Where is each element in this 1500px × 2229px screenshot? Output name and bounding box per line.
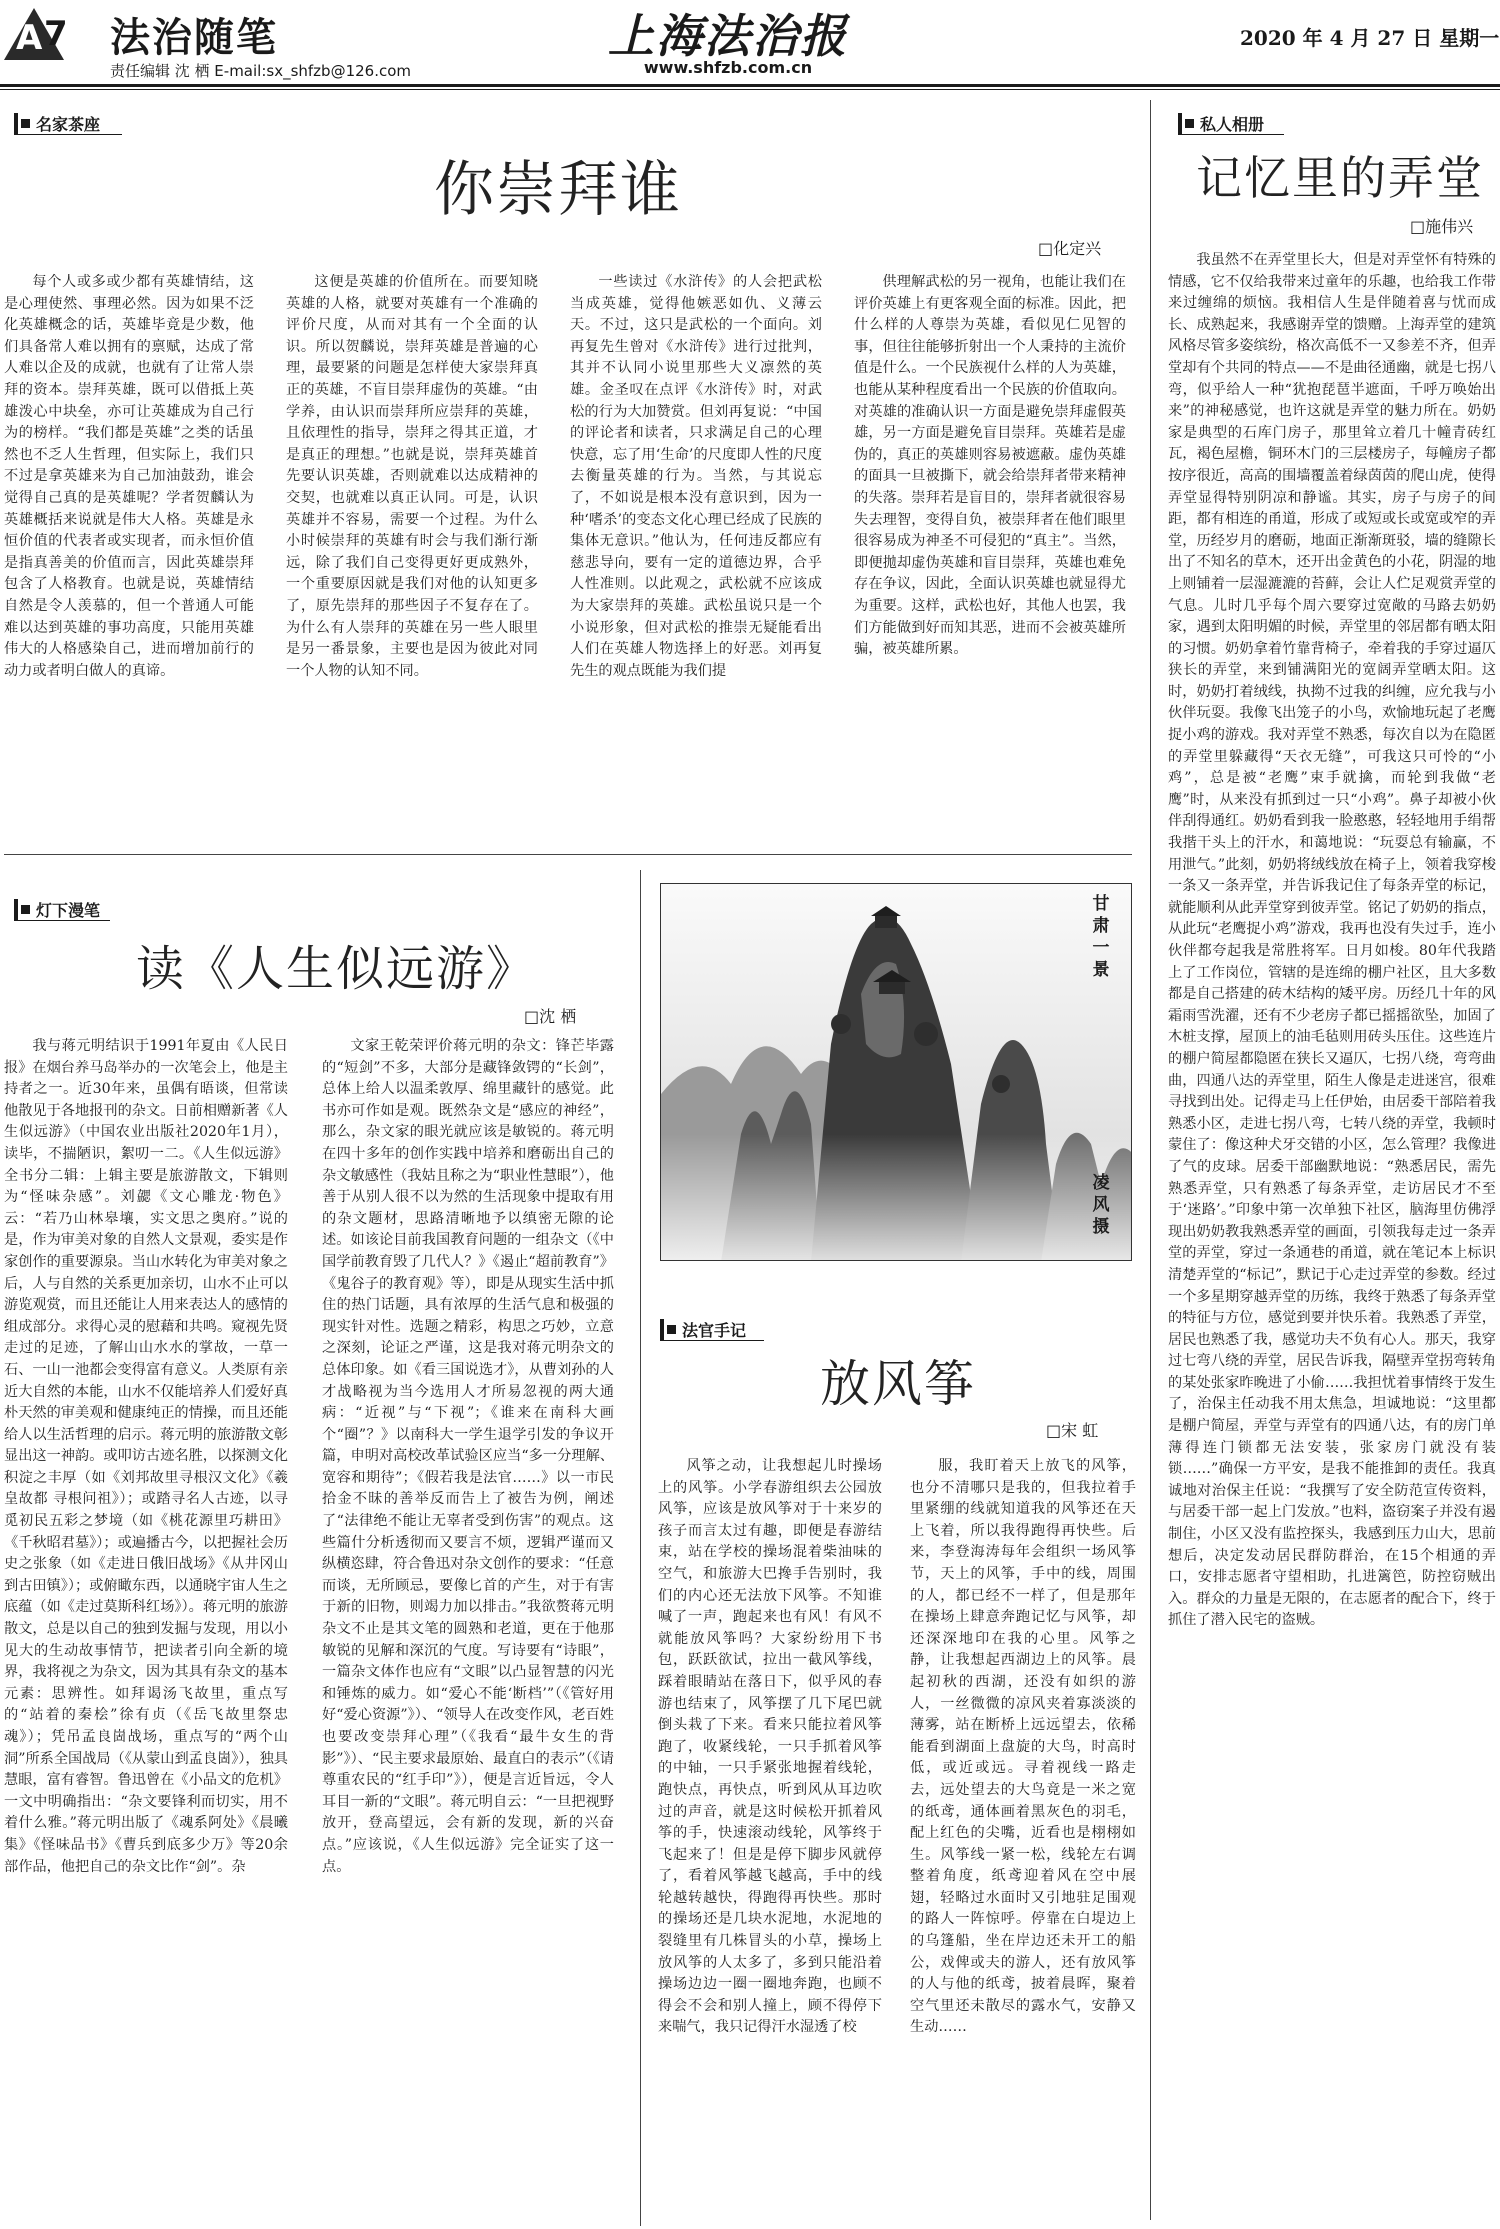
column-tag-article3 xyxy=(14,898,100,921)
photo-caption-credit: 凌风摄 xyxy=(1092,1173,1110,1237)
section-title: 法治随笔 xyxy=(110,15,278,61)
article4-column-1 xyxy=(658,1456,882,2226)
column-tag-label: 名家茶座 xyxy=(36,115,101,134)
editor-info: 责任编辑 沈 栖 E-mail:sx_shfzb@126.com xyxy=(110,62,412,80)
article3-byline: □沈 栖 xyxy=(524,1007,577,1026)
tag-underline xyxy=(14,134,122,135)
article4-text-1: 风筝之动，让我想起儿时操场上的风筝。小学春游组织去公园放风筝，应该是放风筝对于十来岁的孩子而言太过有趣，即便是春游结束，站在学校的操场混着柴油味的空气，和旅游大巴搀手告别时，我们的内心还无法放下风筝。不知谁喊了一声，跑起来也有风！有风不就能放风筝吗？大家纷纷用下书包，跃跃欲试，拉出一截风筝线，踩着眼睛站在落日下，似乎风的春游也结束了，风筝摆了几下尾巴就倒头栽了下来。看来只能拉着风筝跑了，收紧线轮，一只手抓着风筝的中轴，一只手紧张地握着线轮，跑快点，再快点，听到风从耳边吹过的声音，就是这时候松开抓着风筝的手，快速滚动线轮，风筝终于飞起来了！但是是停下脚步风就停了，看着风筝越飞越高，手中的线轮越转越快，得跑得再快些。那时的操场还是几块水泥地，水泥地的裂缝里有几株冒头的小草，操场上放风筝的人太多了，多到只能沿着操场边边一圈一圈地奔跑，也顾不得会不会和别人撞上，顾不得停下来喘气，我只记得汗水湿透了校 xyxy=(658,1458,882,2036)
column-tag-article1 xyxy=(14,112,100,135)
mountain-image-icon xyxy=(661,884,1132,1261)
article2-column xyxy=(1168,250,1496,2226)
column-tag-label: 法官手记 xyxy=(682,1321,747,1340)
article1-column-3 xyxy=(570,272,822,839)
page-letter: A xyxy=(16,18,43,58)
article3-text-2: 文家王乾荣评价蒋元明的杂文：锋芒毕露的“短剑”不多，大部分是藏锋敛锷的“长剑”，总体上给人以温柔敦厚、绵里藏针的感觉。此书亦可作如是观。既然杂文是“感应的神经”，那么，杂文家的眼光就应该是敏锐的。蒋元明在四十多年的创作实践中培养和磨砺出自己的杂文敏感性（我姑且称之为“职业性慧眼”），他善于从别人很不以为然的生活现象中提取有用的杂文题材，思路清晰地予以缜密无隙的论述。如该论目前我国教育问题的一组杂文（《中国学前教育毁了几代人？》《遏止“超前教育”》《鬼谷子的教育观》等），即是从现实生活中抓住的热门话题，具有浓厚的生活气息和极强的现实针对性。选题之精彩，构思之巧妙，立意之深刻，论证之严谨，这是我对蒋元明杂文的总体印象。如《看三国说选才》，从曹刘孙的人才战略视为当今选用人才所易忽视的两大通病：“近视”与“下视”；《谁来在南科大画个“圈”？》以南科大一学生退学引发的争议开篇，申明对高校改革试验区应当“多一分理解、宽容和期待”；《假若我是法官……》以一市民拾金不昧的善举反而告上了被告为例，阐述了“法律绝不能让无辜者受到伤害”的观点。这些篇什分析透彻而又要言不烦，逻辑严谨而又纵横恣肆，符合鲁迅对杂文创作的要求：“任意而谈，无所顾忌，要像匕首的产生，对于有害于新的旧物，则竭力加以排击。”我欲赘蒋元明杂文不止是其文笔的圆熟和老道，更在于他那敏锐的见解和深沉的气度。写诗要有“诗眼”，一篇杂文体作也应有“文眼”以凸显智慧的闪光和锤炼的威力。如“爱心不能‘断档’”（《管好用好“爱心资源”》）、“领导人在改变作风，老百姓也要改变崇拜心理”（《我看“最牛女生的背影”》）、“民主要求最原始、最直白的表示”（《请尊重农民的“红手印”》），便是言近旨远，令人耳目一新的“文眼”。蒋元明自云：“一旦把视野放开，登高望远，会有新的发现，新的兴奋点。”应该说，《人生似远游》完全证实了这一点。 xyxy=(322,1038,614,1875)
article4-text-2: 服，我盯着天上放飞的风筝，也分不清哪只是我的，但我拉着手里紧绷的线就知道我的风筝还在天上飞着，所以我得跑得再快些。后来，李登海涛每年会组织一场风筝节，天上的风筝，手中的线，周围的人，都已经不一样了，但是那年在操场上肆意奔跑记忆与风筝，却还深深地印在我的心里。风筝之静，让我想起西湖边上的风筝。晨起初秋的西湖，还没有如织的游人，一丝微微的凉风夹着寡淡淡的薄雾，站在断桥上远远望去，依稀能看到湖面上盘旋的大鸟，时高时低，或近或远。寻着视线一路走去，远处望去的大鸟竟是一米之宽的纸鸢，通体画着黑灰色的羽毛，配上红色的尖嘴，近看也是栩栩如生。风筝线一紧一松，线轮左右调整着角度，纸鸢迎着风在空中展翅，轻略过水面时又引地驻足围观的路人一阵惊呼。停靠在白堤边上的乌篷船，坐在岸边还未开工的船公，戏俾或夫的游人，还有放风筝的人与他的纸鸢，披着晨晖，聚着空气里还未散尽的露水气，安静又生动…… xyxy=(910,1458,1136,2036)
newspaper-website[interactable]: www.shfzb.com.cn xyxy=(643,58,813,77)
column-tag-article4 xyxy=(660,1318,746,1341)
column-tag-label: 灯下漫笔 xyxy=(36,901,101,920)
article3-text-1: 我与蒋元明结识于1991年夏由《人民日报》在烟台养马岛举办的一次笔会上，他是主持者之一。近30年来，虽偶有晤谈，但常读他散见于各地报刊的杂文。日前相赠新著《人生似远游》（中国农业出版社2020年1月），读毕，不揣陋识，絮叨一二。《人生似远游》全书分二辑：上辑主要是旅游散文，下辑则为“怪味杂感”。刘勰《文心雕龙·物色》云：“若乃山林皋壤，实文思之奥府。”说的是，作为审美对象的自然人文景观，委实是作家创作的重要源泉。当山水转化为审美对象之后，人与自然的关系更加亲切，山水不止可以游览观赏，而且还能让人用来表达人的感情的组成部分。求得心灵的慰藉和共鸣。窥视先贤走过的足迹，了解山山水水的掌故，一草一石、一山一池都会变得富有意义。人类原有亲近大自然的本能，山水不仅能培养人们爱好真朴天然的审美观和健康纯正的情操，而且还能给人以生活哲理的启示。蒋元明的旅游散文彰显出这一神韵。或叩访古迹名胜，以探测文化积淀之丰厚（如《刘邦故里寻根汉文化》《羲皇故都 寻根问祖》）；或踏寻名人古迹，以寻觅初民五彩之梦境（如《桃花源里巧耕田》《千秋昭君墓》）；或遍播古今，以把握社会历史之张象（如《走进日俄旧战场》《从井冈山到古田镇》）；或俯瞰东西，以通晓宇宙人生之底蕴（如《走过莫斯科红场》）。蒋元明的旅游散文，总是以自己的独到发掘与发现，用以小见大的生动故事情节，把读者引向全新的境界，我将视之为杂文，因为其具有杂文的基本元素：思辨性。如拜谒汤飞故里，重点写的“站着的秦桧”徐有贞（《岳飞故里祭忠魂》）；凭吊孟良崮战场，重点写的“两个山洞”所系全国战局（《从蒙山到孟良崮》），独具慧眼，富有睿智。鲁迅曾在《小品文的危机》一文中明确指出：“杂文要锋利而切实，用不着什么雅。”蒋元明出版了《魂系阿处》《晨曦集》《怪味品书》《曹兵到底多少万》等20余部作品，他把自己的杂文比作“剑”。杂 xyxy=(4,1038,288,1875)
photo-caption-title: 甘肃一景 xyxy=(1092,894,1110,980)
article2-byline: □施伟兴 xyxy=(1410,217,1474,236)
article1-text-2: 这便是英雄的价值所在。而要知晓英雄的人格，就要对英雄有一个准确的评价尺度，从而对其有一个全面的认识。所以贺麟说，崇拜英雄是普遍的心理，最要紧的问题是怎样使大家崇拜真正的英雄，不盲目崇拜虚伪的英雄。“由学养，由认识而崇拜所应崇拜的英雄，且依理性的指导，崇拜之得其正道，才是真正的理想。”也就是说，崇拜英雄首先要认识英雄，否则就难以达成精神的交契，也就难以真正认同。可是，认识英雄并不容易，需要一个过程。为什么小时候崇拜的英雄有时会与我们渐行渐远，除了我们自己变得更好更成熟外，一个重要原因就是我们对他的认知更多了，原先崇拜的那些因子不复存在了。为什么有人崇拜的英雄在另一些人眼里是另一番景象，主要也是因为彼此对同一个人物的认知不同。 xyxy=(286,274,538,679)
newspaper-masthead: 上海法治报 xyxy=(608,9,848,63)
column-divider-middle xyxy=(640,870,641,2226)
article2-title: 记忆里的弄堂 xyxy=(1196,151,1484,205)
column-tag-article2 xyxy=(1178,112,1264,135)
article1-byline: □化定兴 xyxy=(1038,239,1102,258)
article1-column-2 xyxy=(286,272,538,839)
article2-text: 我虽然不在弄堂里长大，但是对弄堂怀有特殊的情感，它不仅给我带来过童年的乐趣，也给我工作带来过缠绵的烦恼。我相信人生是伴随着喜与忧而成长、成熟起来，我感谢弄堂的馈赠。上海弄堂的建筑风格尽管多姿缤纷，格次高低不一又参差不齐，但弄堂却有个共同的特点——不是曲径通幽，就是七拐八弯，似乎给人一种“犹抱琵琶半遮面，千呼万唤始出来”的神秘感觉，也许这就是弄堂的魅力所在。奶奶家是典型的石库门房子，那里耸立着几十幢青砖红瓦，褐色屋檐，铜环木门的三层楼房子，每幢房子都按序很近，高高的围墙覆盖着绿茵茵的爬山虎，使得弄堂显得特别阴凉和静谧。其实，房子与房子的间距，都有相连的甬道，形成了或短或长或宽或窄的弄堂，历经岁月的磨砺，地面正渐渐斑驳，墙的缝隙长出了不知名的草木，还开出金黄色的小花，阴湿的地上则铺着一层湿漉漉的苔藓，会让人伫足观赏弄堂的气息。儿时几乎每个周六要穿过宽敞的马路去奶奶家，遇到太阳明媚的时候，弄堂里的邻居都有晒太阳的习惯。奶奶拿着竹靠背椅子，牵着我的手穿过逼仄狭长的弄堂，来到铺满阳光的宽阔弄堂晒太阳。这时，奶奶打着绒线，执拗不过我的纠缠，应允我与小伙伴玩耍。我像飞出笼子的小鸟，欢愉地玩起了老鹰捉小鸡的游戏。我对弄堂不熟悉，每次自以为在隐匿的弄堂里躲藏得“天衣无缝”，可我这只可怜的“小鸡”，总是被“老鹰”束手就擒，而轮到我做“老鹰”时，从来没有抓到过一只“小鸡”。鼻子却被小伙伴刮得通红。奶奶看到我一脸憨憨，轻轻地用手绢帮我揩干头上的汗水，和蔼地说：“玩耍总有输赢，不用泄气。”此刻，奶奶将绒线放在椅子上，领着我穿梭一条又一条弄堂，并告诉我记住了每条弄堂的标记，就能顺利从此弄堂穿到彼弄堂。铭记了奶奶的指点，从此玩“老鹰捉小鸡”游戏，我再也没有失过手，连小伙伴都夸起我是常胜将军。日月如梭。80年代我踏上了工作岗位，管辖的是连绵的棚户社区，且大多数都是自己搭建的砖木结构的矮平房。历经几十年的风霜雨雪洗濯，还有不少老房子都已摇摇欲坠，加固了木桩支撑，屋顶上的油毛毡则用砖头压住。这些连片的棚户简屋都隐匿在狭长又逼仄，七拐八绕，弯弯曲曲，四通八达的弄堂里，陌生人像是走进迷宫，很难寻找到出处。记得走马上任伊始，由居委干部陪着我熟悉小区，走进七拐八弯，七转八绕的弄堂，我顿时蒙住了：像这种犬牙交错的小区，怎么管理？我像进了气的皮球。居委干部幽默地说：“熟悉居民，需先熟悉弄堂，只有熟悉了每条弄堂，走访居民才不至于‘迷路’。”印象中第一次单独下社区，脑海里仿佛浮现出奶奶教我熟悉弄堂的画面，引领我每走过一条弄堂的弄堂，穿过一条通巷的甬道，就在笔记本上标识清楚弄堂的“标记”，默记于心走过弄堂的参数。经过一个多星期穿越弄堂的历练，我终于熟悉了每条弄堂的特征与方位，感觉到要并快乐着。我熟悉了弄堂，居民也熟悉了我，感觉功夫不负有心人。那天，我穿过七弯八绕的弄堂，居民告诉我，隔壁弄堂拐弯转角的某处张家昨晚进了小偷……我担忧着事情终于发生了，治保主任动我不用太焦急，坦诚地说：“这里都是棚户简屋，弄堂与弄堂有的四通八达，有的房门单薄得连门锁都无法安装，张家房门就没有装锁……”确保一方平安，是我不能推卸的责任。我真诚地对治保主任说：“我撰写了安全防范宣传资料，与居委干部一起上门发放。”也料，盗窃案子并没有遏制住，小区又没有监控探头，我感到压力山大，思前想后，决定发动居民群防群治，在15个相通的弄口，安排志愿者守望相助，扎进篱笆，防控窃贼出入。群众的力量是无限的，在志愿者的配合下，终于抓住了潜入民宅的盗贼。 xyxy=(1168,252,1496,1629)
article1-column-4 xyxy=(854,272,1126,839)
header-rule xyxy=(0,84,1500,87)
section-divider xyxy=(4,854,1132,855)
column-divider-right xyxy=(1150,100,1151,2220)
page-number: 7 xyxy=(44,14,68,54)
article3-column-1 xyxy=(4,1036,288,2226)
landscape-photo xyxy=(660,883,1132,1261)
article1-text-4: 供理解武松的另一视角，也能让我们在评价英雄上有更客观全面的标准。因此，把什么样的人尊崇为英雄，看似见仁见智的事，但往往能够折射出一个人秉持的主流价值是什么。一个民族视什么样的人为英雄，也能从某种程度看出一个民族的价值取向。对英雄的准确认识一方面是避免崇拜虚假英雄，另一方面是避免盲目崇拜。英雄若是虚伪的，真正的英雄则容易被遮蔽。虚伪英雄的面具一旦被撕下，就会给崇拜者带来精神的失落。崇拜若是盲目的，崇拜者就很容易失去理智，变得自负，被崇拜者在他们眼里很容易成为神圣不可侵犯的“真主”。当然，即便拋却虚伪英雄和盲目崇拜，英雄也难免存在争议，因此，全面认识英雄也就显得尤为重要。这样，武松也好，其他人也罢，我们方能做到好而知其恶，进而不会被英雄所骗，被英雄所累。 xyxy=(854,274,1126,658)
article1-column-1 xyxy=(4,272,254,839)
tag-underline xyxy=(14,920,110,921)
tag-underline xyxy=(1178,134,1284,135)
article3-column-2 xyxy=(322,1036,614,2226)
article1-text-3: 一些读过《水浒传》的人会把武松当成英雄，觉得他嫉恶如仇、义薄云天。不过，这只是武松的一个面向。刘再复先生曾对《水浒传》进行过批判，其并不认同小说里那些大义凛然的英雄。金圣叹在点评《水浒传》时，对武松的行为大加赞赏。但刘再复说：“中国的评论者和读者，只求满足自己的心理快意，忘了用‘生命’的尺度即人性的尺度去衡量英雄的行为。当然，与其说忘了，不如说是根本没有意识到，因为一种‘嗜杀’的变态文化心理已经成了民族的集体无意识。”他认为，任何违反都应有慈悲导向，要有一定的道德边界，合乎人性准则。以此观之，武松就不应该成为大家崇拜的英雄。武松虽说只是一个小说形象，但对武松的推崇无疑能看出人们在英雄人物选择上的好恶。刘再复先生的观点既能为我们提 xyxy=(570,274,822,679)
issue-date: 2020 年 4 月 27 日 星期一 xyxy=(1240,26,1500,50)
article1-title: 你崇拜谁 xyxy=(434,155,682,225)
article4-title: 放风筝 xyxy=(820,1355,976,1413)
column-tag-label: 私人相册 xyxy=(1200,115,1265,134)
article3-title: 读《人生似远游》 xyxy=(136,941,537,997)
article1-text-1: 每个人或多或少都有英雄情结，这是心理使然、事理必然。因为如果不泛化英雄概念的话，英雄毕竟是少数，他们具备常人难以拥有的禀赋，达成了常人难以企及的成就，也就有了让常人崇拜的资本。崇拜英雄，既可以借抵上英雄泼心中块垒，亦可让英雄成为自己行为的榜样。“我们都是英雄”之类的话虽然也不乏人生哲理，但实际上，我们只不过是拿英雄来为自己加油鼓劲，谁会觉得自己真的是英雄呢？学者贺麟认为英雄概括来说就是伟大人格。英雄是永恒价值的代表者或实现者，而永恒价值是指真善美的价值而言，因此英雄崇拜包含了人格教育。也就是说，英雄情结自然是令人羡慕的，但一个普通人可能难以达到英雄的事功高度，只能用英雄伟大的人格感染自己，进而增加前行的动力或者明白做人的真谛。 xyxy=(4,274,254,679)
article4-column-2 xyxy=(910,1456,1136,2226)
page-number-badge xyxy=(4,8,68,62)
article4-byline: □宋 虹 xyxy=(1046,1421,1099,1440)
tag-underline xyxy=(660,1340,764,1341)
header-rule-thin xyxy=(0,89,1500,90)
